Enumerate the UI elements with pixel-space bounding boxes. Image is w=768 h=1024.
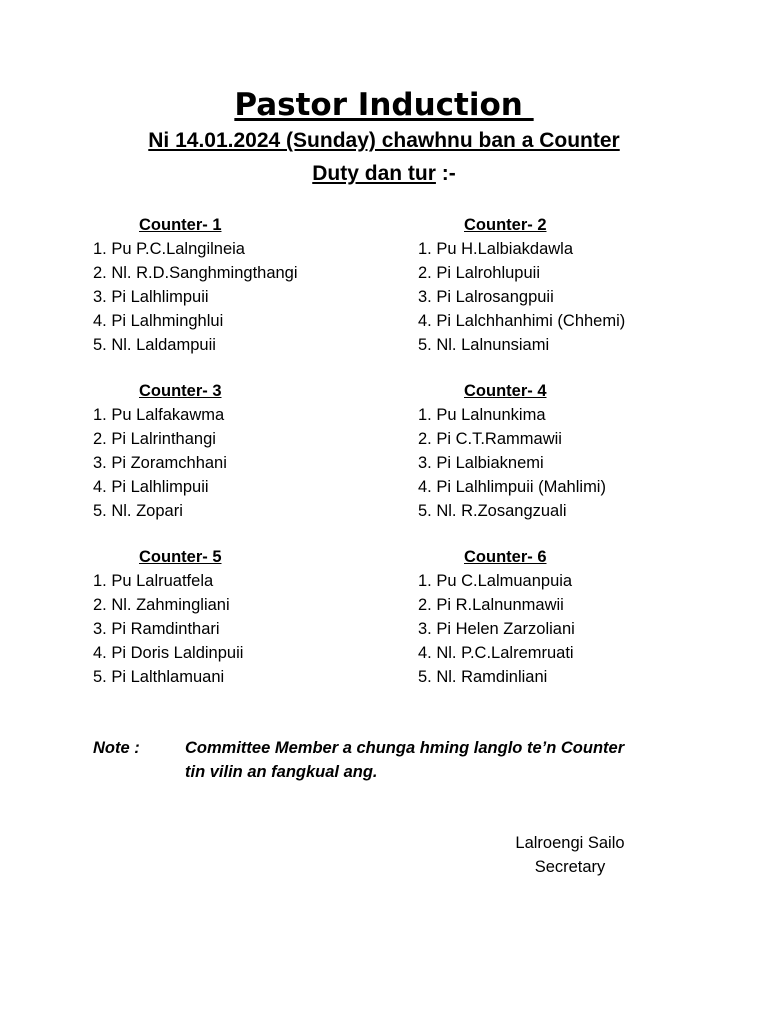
counter-3-member: 2. Pi Lalrinthangi [93, 430, 216, 448]
subtitle-line-1 [0, 125, 768, 157]
counter-5-heading: Counter- 5 [139, 548, 222, 566]
counter-4-member: 3. Pi Lalbiaknemi [418, 454, 544, 472]
counter-6-member: 1. Pu C.Lalmuanpuia [418, 572, 573, 590]
counter-1-member: 2. Nl. R.D.Sanghmingthangi [93, 264, 298, 282]
counter-2-member: 3. Pi Lalrosangpuii [418, 288, 554, 306]
counter-5-member: 5. Pi Lalthlamuani [93, 668, 225, 686]
counter-2-member: 4. Pi Lalchhanhimi (Chhemi) [418, 312, 626, 330]
counter-4-block [418, 379, 748, 523]
counter-3-member: 5. Nl. Zopari [93, 502, 183, 520]
counter-4-member: 4. Pi Lalhlimpuii (Mahlimi) [418, 478, 606, 496]
counter-1-member: 5. Nl. Laldampuii [93, 336, 216, 354]
note-text [185, 736, 690, 784]
subtitle-line-2 [0, 158, 768, 190]
counter-2-member: 1. Pu H.Lalbiakdawla [418, 240, 574, 258]
subtitle-line-2-underlined: Duty dan tur [312, 162, 436, 185]
counter-1-heading: Counter- 1 [139, 216, 222, 234]
counter-4-heading: Counter- 4 [464, 382, 547, 400]
counter-3-block [93, 379, 423, 523]
counter-6-member: 5. Nl. Ramdinliani [418, 668, 548, 686]
note-label: Note : [93, 739, 140, 757]
counter-3-heading: Counter- 3 [139, 382, 222, 400]
counter-6-member: 4. Nl. P.C.Lalremruati [418, 644, 574, 662]
counter-5-block [93, 545, 423, 689]
counter-2-member: 5. Nl. Lalnunsiami [418, 336, 550, 354]
counter-5-member: 3. Pi Ramdinthari [93, 620, 220, 638]
counter-2-member: 2. Pi Lalrohlupuii [418, 264, 540, 282]
counter-6-heading: Counter- 6 [464, 548, 547, 566]
counter-4-member: 1. Pu Lalnunkima [418, 406, 546, 424]
counter-5-member: 1. Pu Lalruatfela [93, 572, 214, 590]
counter-1-block [93, 213, 423, 357]
note-text-line-1: Committee Member a chunga hming langlo te’n Counter [185, 739, 625, 757]
subtitle-line-2-suffix: :- [435, 162, 456, 185]
signature-block [470, 831, 670, 879]
note-text-line-2: tin vilin an fangkual ang. [185, 763, 378, 781]
counter-1-member: 1. Pu P.C.Lalngilneia [93, 240, 245, 258]
counter-3-member: 4. Pi Lalhlimpuii [93, 478, 209, 496]
counter-3-member: 1. Pu Lalfakawma [93, 406, 225, 424]
counter-5-member: 2. Nl. Zahmingliani [93, 596, 230, 614]
counter-4-member: 5. Nl. R.Zosangzuali [418, 502, 567, 520]
counter-1-member: 3. Pi Lalhlimpuii [93, 288, 209, 306]
counter-6-member: 2. Pi R.Lalnunmawii [418, 596, 564, 614]
counter-2-heading: Counter- 2 [464, 216, 547, 234]
counter-4-member: 2. Pi C.T.Rammawii [418, 430, 562, 448]
counter-6-member: 3. Pi Helen Zarzoliani [418, 620, 575, 638]
counter-2-block [418, 213, 748, 357]
document-title: Pastor Induction [234, 87, 534, 123]
subtitle-line-1-text: Ni 14.01.2024 (Sunday) chawhnu ban a Counter [148, 129, 620, 152]
counter-5-member: 4. Pi Doris Laldinpuii [93, 644, 244, 662]
counter-1-member: 4. Pi Lalhminghlui [93, 312, 224, 330]
counter-6-block [418, 545, 748, 689]
signatory-designation: Secretary [534, 858, 606, 876]
signatory-name: Lalroengi Sailo [515, 834, 625, 852]
counter-3-member: 3. Pi Zoramchhani [93, 454, 227, 472]
